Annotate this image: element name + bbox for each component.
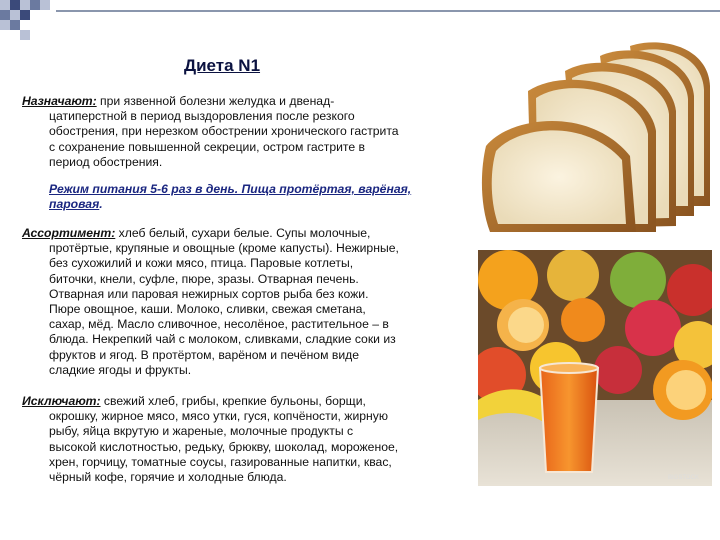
indications-paragraph [22, 94, 462, 170]
assortment-line: Пюре овощное, каши. Молоко, сливки, свежая сметана, [49, 302, 366, 317]
bread-image [480, 36, 712, 236]
indications-line: с сохранение повышенной секреции, остром гастрите в [49, 139, 366, 154]
indications-line: период обострения. [49, 154, 163, 169]
corner-decoration [0, 0, 60, 48]
assortment-paragraph [22, 226, 462, 378]
exclusions-line: рыбу, яйца вкрутую и жареные, молочные продукты с [49, 424, 354, 439]
exclusions-line: высокой кислотностью, редьку, брюкву, шоколад, мороженое, [49, 439, 399, 454]
regime-line-2: паровая [49, 197, 100, 212]
header-rule [56, 10, 720, 12]
assortment-line: биточки, кнели, суфле, пюре, зразы. Отварная печень. [49, 271, 359, 286]
exclusions-paragraph [22, 394, 462, 485]
assortment-first-line: хлеб белый, сухари белые. Супы молочные, [115, 226, 371, 240]
regime-paragraph [49, 182, 459, 212]
exclusions-line: окрошку, жирное мясо, мясо утки, гуся, копчёности, жирную [49, 409, 388, 424]
assortment-label: Ассортимент: [22, 226, 116, 240]
indications-line: цатиперстной в период выздоровления после резкого [49, 109, 355, 124]
assortment-line: блюда. Некрепкий чай с молоком, сливками, сладкие соки из [49, 332, 396, 347]
assortment-line: Отварная или паровая нежирных сортов рыба без кожи. [49, 286, 369, 301]
regime-line-1: Режим питания 5-6 раз в день. Пища протёртая, варёная, [49, 182, 412, 196]
svg-text:BIGSTOCK: BIGSTOCK [668, 475, 699, 481]
exclusions-line: чёрный кофе, горячие и холодные блюда. [49, 470, 287, 485]
assortment-line: фруктов и ягод. В протёртом, варёном и печёном виде [49, 347, 360, 362]
assortment-line: протёртые, крупяные и овощные (кроме капусты). Нежирные, [49, 241, 399, 256]
indications-label: Назначают: [22, 94, 97, 108]
indications-first-line: при язвенной болезни желудка и двенад- [96, 94, 335, 108]
regime-period: . [99, 197, 103, 212]
exclusions-line: хрен, горчицу, томатные соусы, газированные напитки, квас, [49, 454, 392, 469]
assortment-line: без сухожилий и кожи мясо, птица. Паровые котлеты, [49, 256, 354, 271]
slide-title: Диета N1 [184, 56, 261, 75]
exclusions-label: Исключают: [22, 394, 101, 408]
fruit-juice-image [478, 250, 712, 486]
indications-line: обострения, при нерезком обострении хронического гастрита [49, 124, 399, 139]
exclusions-first-line: свежий хлеб, грибы, крепкие бульоны, борщи, [100, 394, 366, 408]
assortment-line: сладкие ягоды и фрукты. [49, 362, 192, 377]
assortment-line: сахар, мёд. Масло сливочное, несолёное, растительное – в [49, 317, 389, 332]
